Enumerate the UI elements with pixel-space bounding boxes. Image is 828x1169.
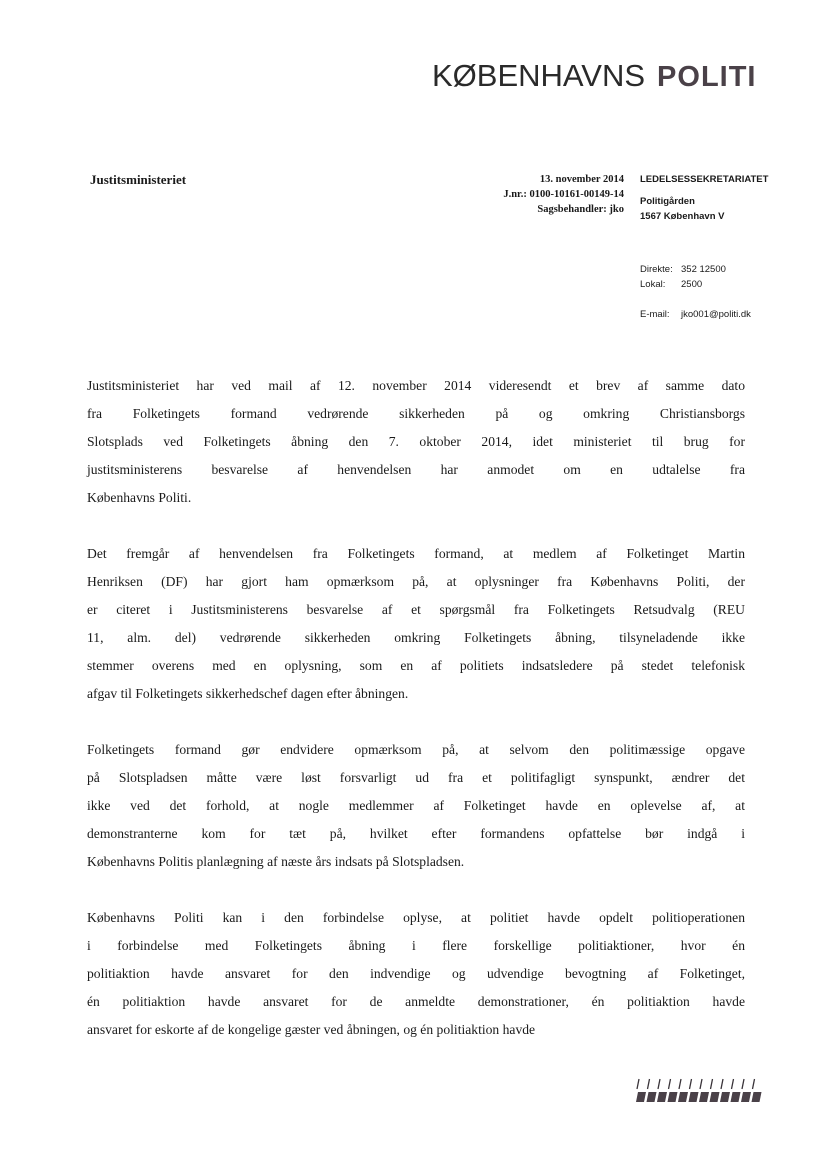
police-logo xyxy=(432,58,757,94)
letter-date: 13. november 2014 xyxy=(539,174,624,185)
stripe-block xyxy=(657,1092,667,1102)
text-line: Københavns Politis planlægning af næste års indsats på Slotspladsen. xyxy=(87,854,465,869)
stripe-tick xyxy=(732,1079,734,1089)
stripe-block xyxy=(678,1092,688,1102)
text-line: stemmer overens med en oplysning, som en af politiets indsatsledere på stedet telefonisk xyxy=(87,658,745,673)
stripe-block xyxy=(689,1092,699,1102)
logo-politi: POLITI xyxy=(657,61,757,93)
text-line: afgav til Folketingets sikkerhedschef dagen efter åbningen. xyxy=(87,686,409,701)
text-line: Københavns Politi kan i den forbindelse oplyse, at politiet havde opdelt politioperationen xyxy=(87,910,745,925)
letter-body xyxy=(87,372,745,1072)
paragraph xyxy=(87,372,745,512)
stripe-tick xyxy=(711,1079,713,1089)
email-label: E-mail: xyxy=(640,309,670,320)
text-line: Justitsministeriet har ved mail af 12. november 2014 videresendt et brev af samme dato xyxy=(87,378,745,393)
stripe-tick xyxy=(700,1079,702,1089)
stripe-block xyxy=(752,1092,762,1102)
journal-number: J.nr.: 0100-10161-00149-14 xyxy=(503,189,624,200)
stripe-tick xyxy=(648,1079,650,1089)
direct-value: 352 12500 xyxy=(681,264,726,275)
logo-city: KØBENHAVNS xyxy=(432,58,646,93)
text-line: på Slotspladsen måtte være løst forsvarligt ud fra et politifagligt synspunkt, ændrer det xyxy=(87,770,745,785)
text-line: 11, alm. del) vedrørende sikkerheden omkring Folketingets åbning, tilsyneladende ikke xyxy=(87,630,745,645)
stripe-tick xyxy=(637,1079,639,1089)
text-line: ansvaret for eskorte af de kongelige gæster ved åbningen, og én politiaktion havde xyxy=(87,1022,536,1037)
text-line: Folketingets formand gør endvidere opmærksom på, at selvom den politimæssige opgave xyxy=(87,742,745,757)
text-line: én politiaktion havde ansvaret for de anmeldte demonstrationer, én politiaktion havde xyxy=(87,994,745,1009)
stripe-block xyxy=(699,1092,709,1102)
stripe-tick xyxy=(679,1079,681,1089)
text-line: i forbindelse med Folketingets åbning i flere forskellige politiaktioner, hvor én xyxy=(87,938,745,953)
paragraph xyxy=(87,904,745,1044)
text-line: er citeret i Justitsministerens besvarelse af et spørgsmål fra Folketingets Retsudvalg (REU xyxy=(87,602,745,617)
paragraph xyxy=(87,540,745,708)
direct-phone xyxy=(640,262,751,277)
paragraph xyxy=(87,736,745,876)
address-line-2: 1567 København V xyxy=(640,211,725,222)
local-phone xyxy=(640,277,751,292)
department-block xyxy=(640,172,768,224)
text-line: Slotsplads ved Folketingets åbning den 7. oktober 2014, idet ministeriet til brug for xyxy=(87,434,745,449)
text-line: justitsministerens besvarelse af henvendelsen har anmodet om en udtalelse fra xyxy=(87,462,745,477)
email-value: jko001@politi.dk xyxy=(681,309,751,320)
stripe-block xyxy=(731,1092,741,1102)
text-line: ikke ved det forhold, at nogle medlemmer af Folketinget havde en oplevelse af, at xyxy=(87,798,745,813)
recipient: Justitsministeriet xyxy=(90,172,187,187)
direct-label: Direkte: xyxy=(640,264,673,275)
stripe-block xyxy=(636,1092,646,1102)
case-handler: Sagsbehandler: jko xyxy=(537,204,624,215)
text-line: Det fremgår af henvendelsen fra Folketingets formand, at medlem af Folketinget Martin xyxy=(87,546,745,561)
stripe-block xyxy=(720,1092,730,1102)
stripe-block xyxy=(668,1092,678,1102)
police-stripes-logo xyxy=(634,1076,764,1106)
stripe-tick xyxy=(690,1079,692,1089)
stripe-tick xyxy=(742,1079,744,1089)
text-line: fra Folketingets formand vedrørende sikkerheden på og omkring Christiansborgs xyxy=(87,406,745,421)
stripe-tick xyxy=(721,1079,723,1089)
department-name: LEDELSESSEKRETARIATET xyxy=(640,174,769,185)
stripe-block xyxy=(710,1092,720,1102)
stripe-block xyxy=(647,1092,657,1102)
text-line: demonstranterne kom for tæt på, hvilket efter formandens opfattelse bør indgå i xyxy=(87,826,745,841)
address-line-1: Politigården xyxy=(640,196,695,207)
email xyxy=(640,307,751,322)
text-line: Henriksen (DF) har gjort ham opmærksom på, at oplysninger fra Københavns Politi, der xyxy=(87,574,745,589)
stripe-tick xyxy=(669,1079,671,1089)
local-value: 2500 xyxy=(681,279,703,290)
local-label: Lokal: xyxy=(640,279,666,290)
stripe-tick xyxy=(658,1079,660,1089)
text-line: politiaktion havde ansvaret for den indvendige og udvendige bevogtning af Folketinget, xyxy=(87,966,745,981)
letter-meta xyxy=(503,172,624,217)
stripe-block xyxy=(741,1092,751,1102)
text-line: Københavns Politi. xyxy=(87,490,192,505)
stripe-tick xyxy=(753,1079,755,1089)
contact-block xyxy=(640,262,751,322)
